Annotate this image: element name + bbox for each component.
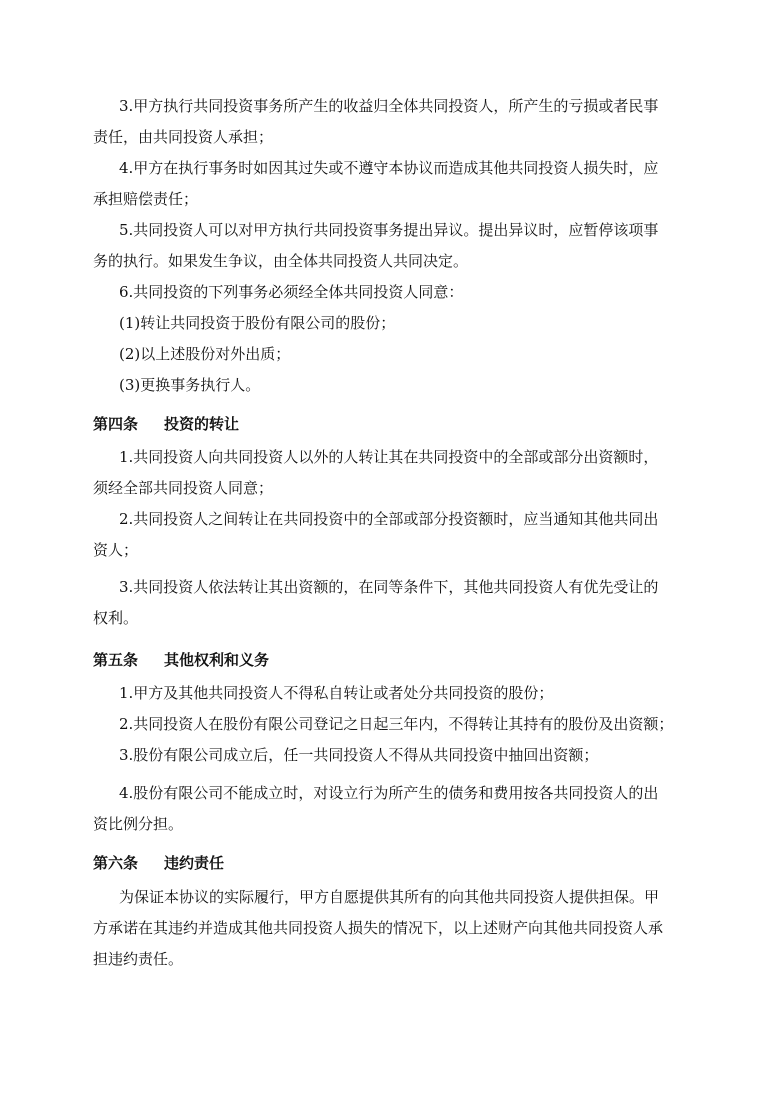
art6-paragraph-line1: 为保证本协议的实际履行，甲方自愿提供其所有的向其他共同投资人提供担保。甲 bbox=[119, 888, 660, 906]
art3-sub2: (2)以上述股份对外出质； bbox=[119, 345, 291, 363]
art4-item1-line2: 须经全部共同投资人同意； bbox=[93, 479, 274, 497]
art5-item1: 1.甲方及其他共同投资人不得私自转让或者处分共同投资的股份； bbox=[119, 684, 554, 702]
art5-item3: 3.股份有限公司成立后，任一共同投资人不得从共同投资中抽回出资额； bbox=[119, 746, 599, 764]
art5-item4-line1: 4.股份有限公司不能成立时，对设立行为所产生的债务和费用按各共同投资人的出 bbox=[119, 784, 659, 802]
art3-item5-line2: 务的执行。如果发生争议，由全体共同投资人共同决定。 bbox=[93, 252, 469, 270]
art4-item3-line2: 权利。 bbox=[93, 609, 139, 627]
article4-title: 投资的转让 bbox=[164, 415, 240, 433]
art3-item6: 6.共同投资的下列事务必须经全体共同投资人同意： bbox=[119, 283, 464, 301]
article6-heading bbox=[93, 853, 224, 873]
art3-sub3: (3)更换事务执行人。 bbox=[119, 376, 261, 394]
art5-item4-line2: 资比例分担。 bbox=[93, 815, 184, 833]
article6-number: 第六条 bbox=[93, 854, 139, 872]
art4-item2-line1: 2.共同投资人之间转让在共同投资中的全部或部分投资额时，应当通知其他共同出 bbox=[119, 510, 659, 528]
article6-title: 违约责任 bbox=[164, 854, 225, 872]
article5-title: 其他权利和义务 bbox=[164, 651, 270, 669]
article5-heading bbox=[93, 650, 269, 670]
article4-number: 第四条 bbox=[93, 415, 139, 433]
art4-item2-line2: 资人； bbox=[93, 541, 139, 559]
art3-item4-line2: 承担赔偿责任； bbox=[93, 190, 199, 208]
article5-number: 第五条 bbox=[93, 651, 139, 669]
article4-heading bbox=[93, 414, 239, 434]
art6-paragraph-line2: 方承诺在其违约并造成其他共同投资人损失的情况下，以上述财产向其他共同投资人承 bbox=[93, 919, 664, 937]
art3-item4-line1: 4.甲方在执行事务时如因其过失或不遵守本协议而造成其他共同投资人损失时，应 bbox=[119, 159, 659, 177]
art3-item3-line2: 责任，由共同投资人承担； bbox=[93, 128, 274, 146]
art4-item1-line1: 1.共同投资人向共同投资人以外的人转让其在共同投资中的全部或部分出资额时， bbox=[119, 448, 659, 466]
art6-paragraph-line3: 担违约责任。 bbox=[93, 950, 184, 968]
art3-item5-line1: 5.共同投资人可以对甲方执行共同投资事务提出异议。提出异议时，应暂停该项事 bbox=[119, 221, 659, 239]
art3-sub1: (1)转让共同投资于股份有限公司的股份； bbox=[119, 314, 396, 332]
art5-item2: 2.共同投资人在股份有限公司登记之日起三年内，不得转让其持有的股份及出资额； bbox=[119, 715, 674, 733]
art4-item3-line1: 3.共同投资人依法转让其出资额的，在同等条件下，其他共同投资人有优先受让的 bbox=[119, 578, 659, 596]
art3-item3-line1: 3.甲方执行共同投资事务所产生的收益归全体共同投资人，所产生的亏损或者民事 bbox=[119, 97, 659, 115]
